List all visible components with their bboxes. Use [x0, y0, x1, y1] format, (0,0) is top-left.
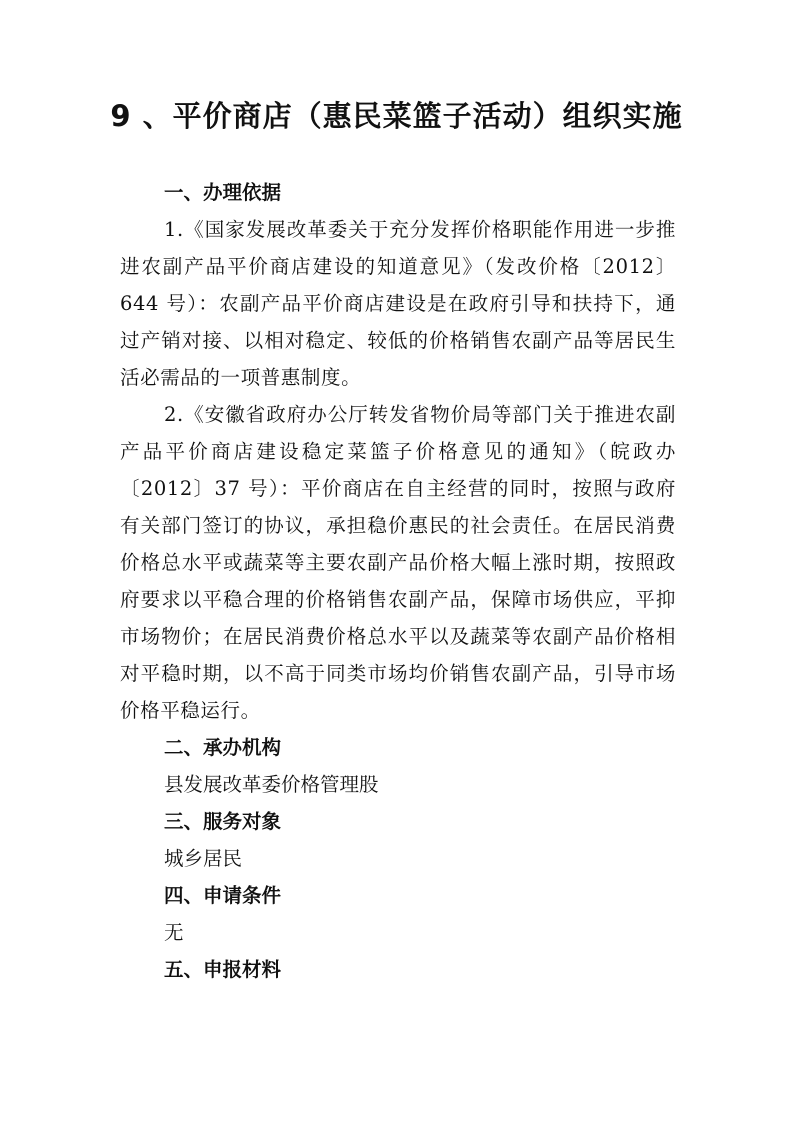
agency-text: 县发展改革委价格管理股: [164, 773, 379, 796]
target-text: 城乡居民: [164, 847, 243, 870]
document-body: [120, 174, 676, 988]
section-heading-target: 三、服务对象: [164, 810, 282, 833]
basis-item-1: 1.《国家发展改革委关于充分发挥价格职能作用进一步推进农副产品平价商店建设的知道意见》（发改价格〔2012〕644 号）：农副产品平价商店建设是在政府引导和扶持下，通过产销对接、以相对稳定、较低的价格销售农副产品等居民生活必需品的一项普惠制度。: [120, 218, 676, 389]
section-heading-conditions: 四、申请条件: [164, 884, 282, 907]
basis-item-2: 2.《安徽省政府办公厅转发省物价局等部门关于推进农副产品平价商店建设稳定菜篮子价格意见的通知》（皖政办〔2012〕37 号）：平价商店在自主经营的同时，按照与政府有关部门签订的协议，承担稳价惠民的社会责任。在居民消费价格总水平或蔬菜等主要农副产品价格大幅上涨时期，按照政府要求以平稳合理的价格销售农副产品，保障市场供应，平抑市场物价；在居民消费价格总水平以及蔬菜等农副产品价格相对平稳时期，以不高于同类市场均价销售农副产品，引导市场价格平稳运行。: [120, 403, 676, 722]
section-heading-agency: 二、承办机构: [164, 736, 282, 759]
section-heading-basis: 一、办理依据: [164, 181, 282, 204]
conditions-text: 无: [164, 921, 184, 944]
page-title: 9 、平价商店（惠民菜篮子活动）组织实施: [110, 99, 683, 133]
section-heading-materials: 五、申报材料: [164, 958, 282, 981]
